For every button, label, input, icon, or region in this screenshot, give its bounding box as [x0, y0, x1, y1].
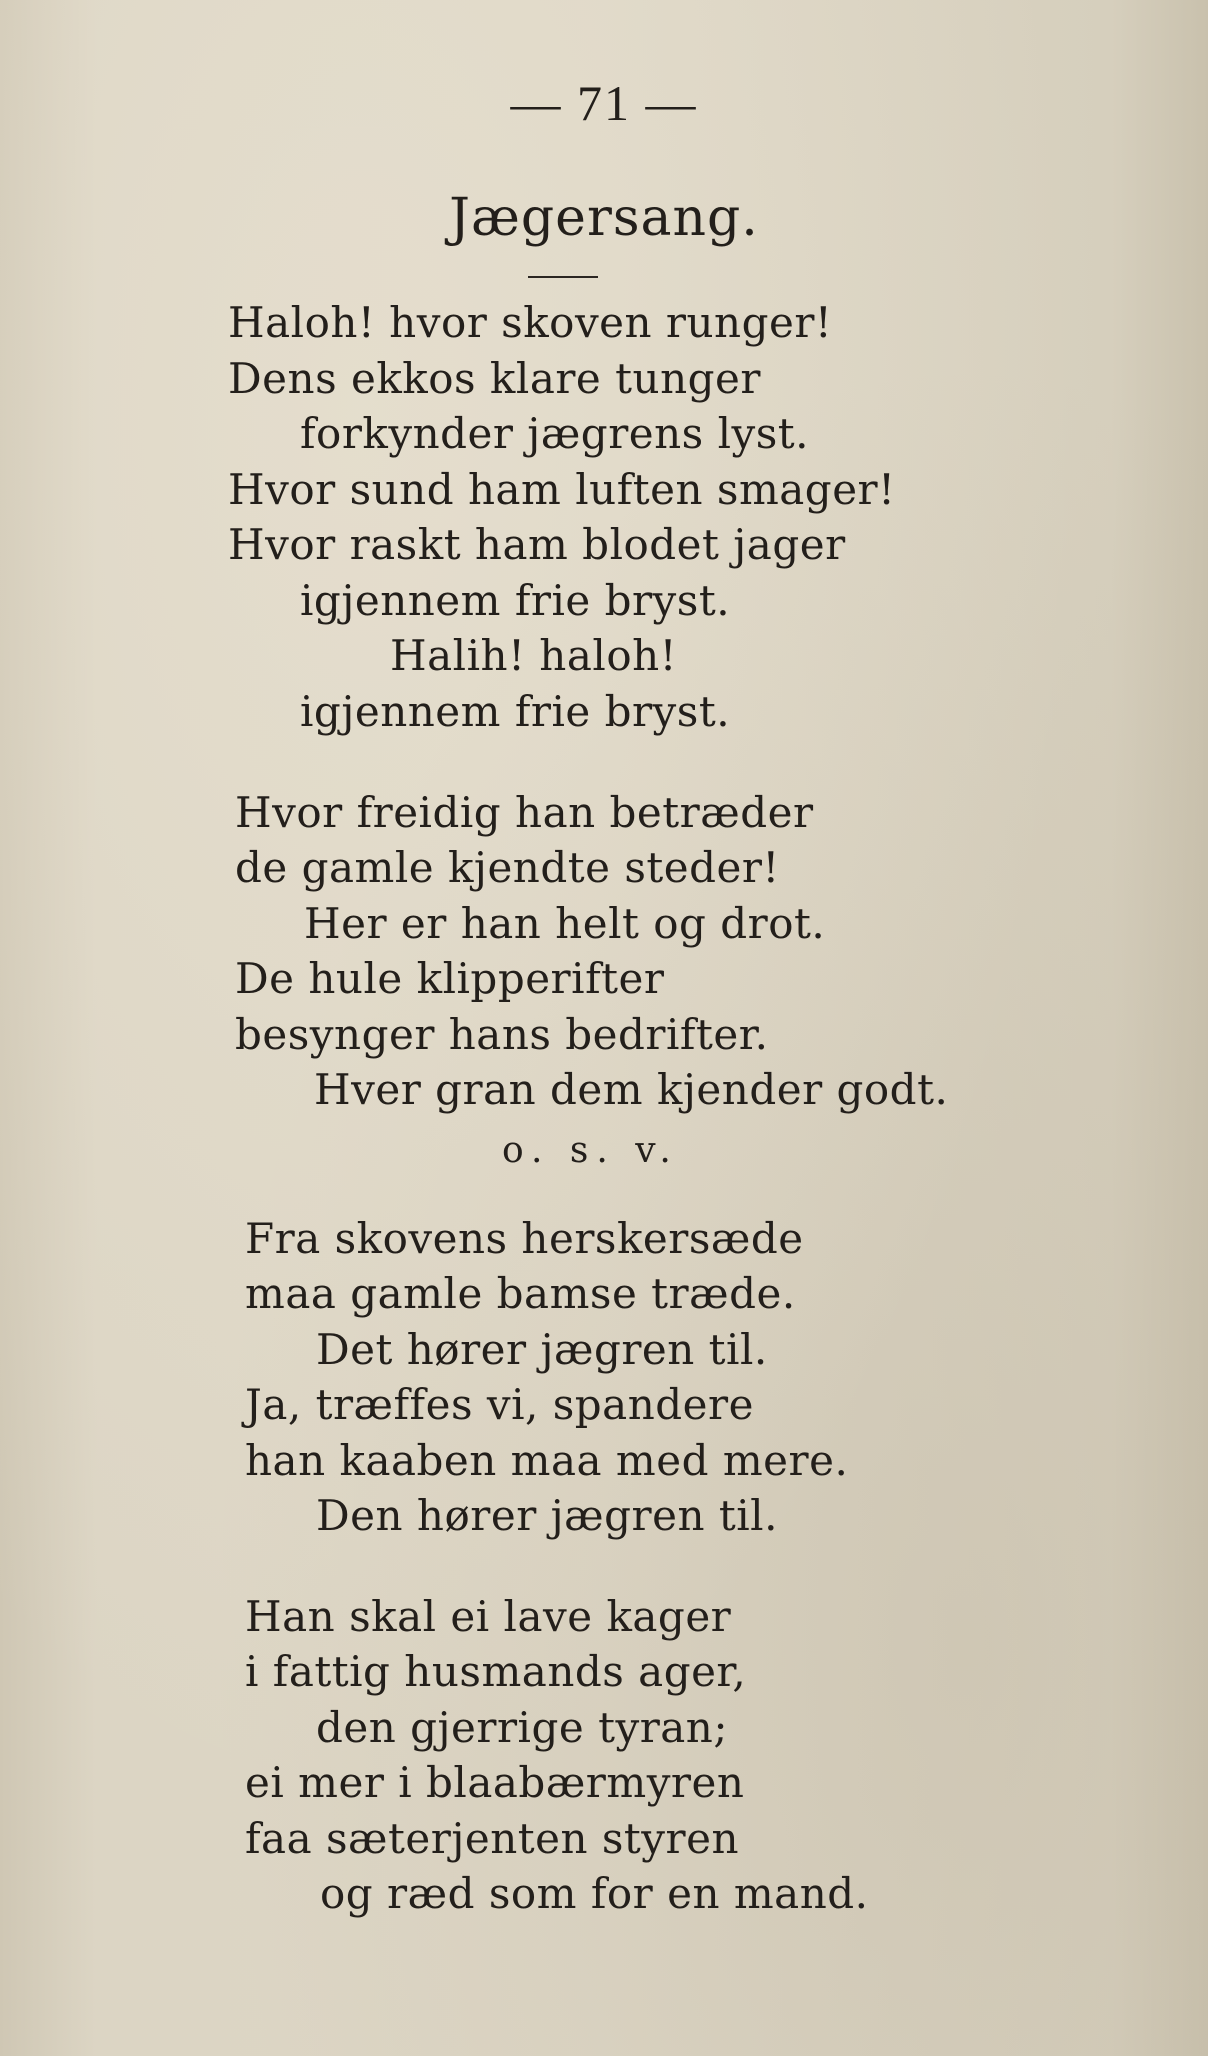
poem-line: Hver gran dem kjender godt. [314, 1065, 949, 1114]
poem-line: Han skal ei lave kager [245, 1592, 732, 1641]
poem-line: og ræd som for en mand. [320, 1869, 869, 1918]
poem-line: Halih! haloh! [390, 631, 678, 680]
poem-line: Den hører jægren til. [316, 1491, 778, 1540]
poem-line: Hvor sund ham luften smager! [228, 465, 896, 514]
poem-line: faa sæterjenten styren [245, 1814, 740, 1863]
poem-line: igjennem frie bryst. [300, 576, 731, 625]
poem-line: forkynder jægrens lyst. [300, 409, 810, 458]
poem-line: ei mer i blaabærmyren [245, 1758, 745, 1807]
poem-line: maa gamle bamse træde. [245, 1269, 796, 1318]
poem-line: De hule klipperifter [235, 954, 665, 1003]
poem-line: igjennem frie bryst. [300, 687, 731, 736]
poem-line: han kaaben maa med mere. [245, 1436, 849, 1485]
title-divider [528, 276, 598, 278]
poem-line: de gamle kjendte steder! [235, 843, 780, 892]
poem-line: Her er han helt og drot. [304, 899, 826, 948]
poem-line: Dens ekkos klare tunger [228, 354, 761, 403]
poem-line: Fra skovens herskersæde [245, 1214, 804, 1263]
poem-line: den gjerrige tyran; [316, 1703, 729, 1752]
refrain-abbreviation: o. s. v. [502, 1130, 679, 1171]
poem-line: Hvor raskt ham blodet jager [228, 520, 846, 569]
poem-line: Haloh! hvor skoven runger! [228, 298, 833, 347]
page-number: — 71 — [510, 75, 698, 131]
poem-title: Jægersang. [449, 188, 759, 248]
poem-line: i fattig husmands ager, [245, 1647, 747, 1696]
poem-line: Ja, træffes vi, spandere [245, 1380, 754, 1429]
poem-line: besynger hans bedrifter. [235, 1010, 769, 1059]
poem-line: Hvor freidig han betræder [235, 788, 814, 837]
poem-line: Det hører jægren til. [316, 1325, 768, 1374]
